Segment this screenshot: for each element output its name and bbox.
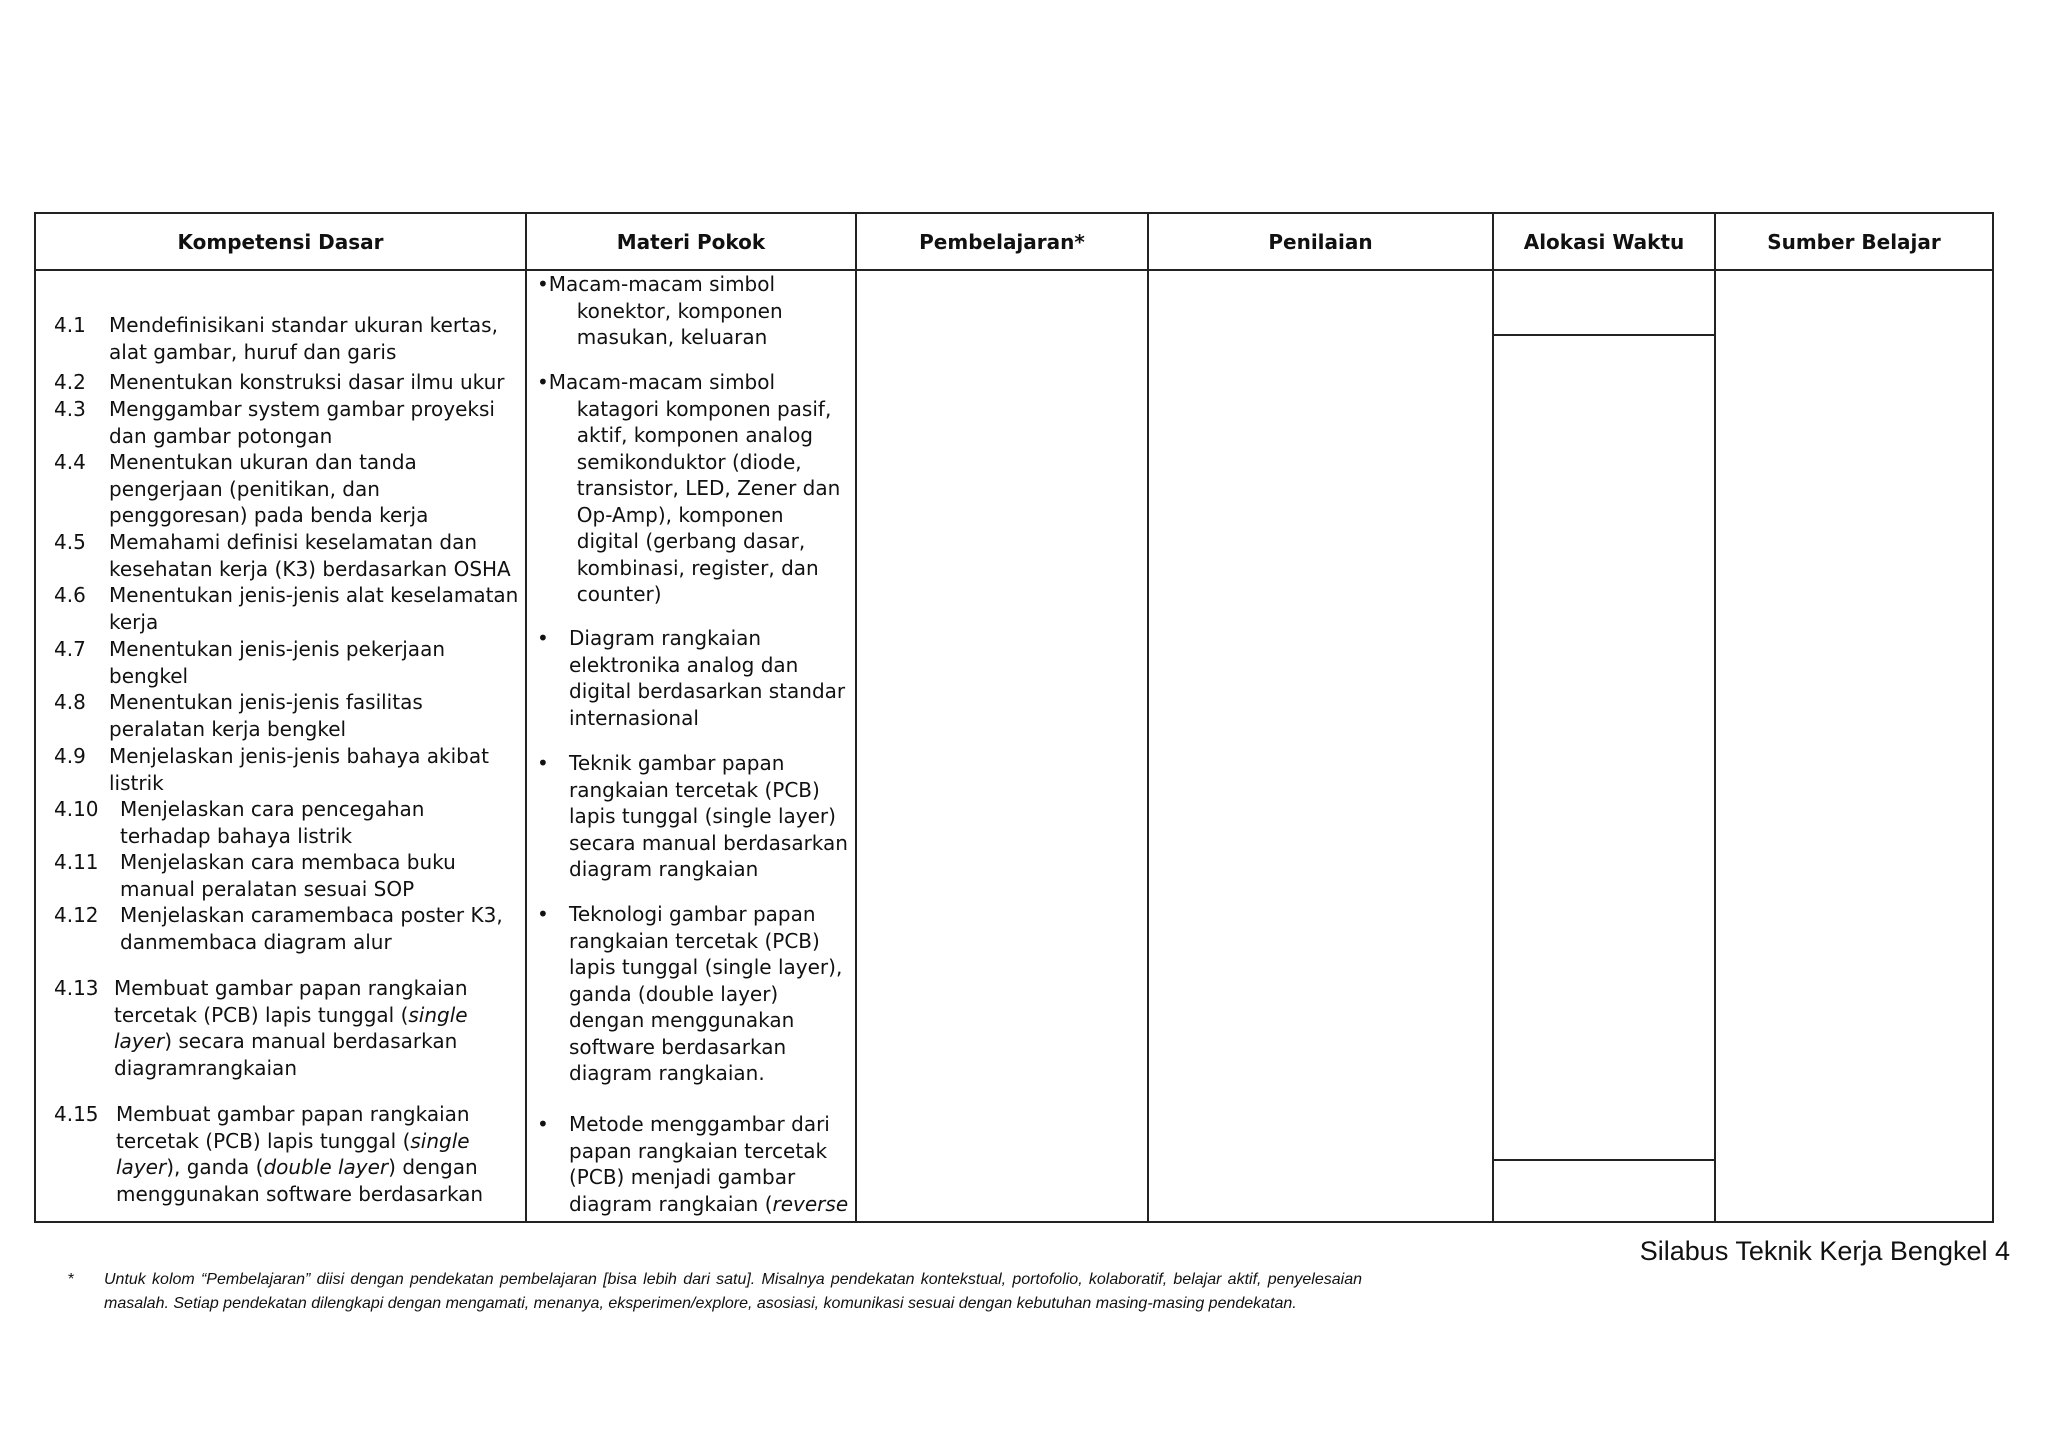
bullet-icon: •	[537, 626, 549, 650]
cell-alokasi-waktu	[1493, 270, 1715, 1222]
cell-pembelajaran	[856, 270, 1148, 1222]
materi-text-italic: reverse	[772, 1191, 849, 1216]
kd-text-part: Membuat gambar papan rangkaian tercetak (PCB) lapis tunggal (	[116, 1102, 470, 1153]
kd-item	[54, 396, 519, 449]
kd-text-part: Membuat gambar papan rangkaian tercetak (PCB) lapis tunggal (	[114, 976, 468, 1027]
header-sumber-belajar: Sumber Belajar	[1715, 213, 1993, 270]
kd-item	[54, 975, 519, 1081]
materi-text: Diagram rangkaian elektronika analog dan digital berdasarkan standar internasional	[569, 626, 846, 730]
kd-number: 4.7	[54, 637, 86, 661]
kd-item	[54, 796, 519, 849]
kd-number: 4.13	[54, 976, 99, 1000]
kd-number: 4.12	[54, 903, 99, 927]
kd-number: 4.4	[54, 450, 86, 474]
materi-text: Teknologi gambar papan rangkaian tercetak (PCB) lapis tunggal (single layer), ganda (double layer) dengan menggunakan software berdasarkan diagram rangkaian.	[569, 902, 843, 1085]
kd-number: 4.15	[54, 1102, 99, 1126]
materi-item	[537, 1111, 851, 1217]
kd-text-italic: double layer	[263, 1155, 389, 1179]
kd-item	[54, 449, 519, 529]
table-header-row	[35, 213, 1993, 270]
materi-text: Teknik gambar papan rangkaian tercetak (PCB) lapis tunggal (single layer) secara manual berdasarkan diagram rangkaian	[569, 751, 848, 881]
kd-text-part: ) secara manual berdasarkan diagramrangkaian	[114, 1029, 458, 1080]
kd-number: 4.9	[54, 744, 86, 768]
header-kompetensi-dasar: Kompetensi Dasar	[35, 213, 526, 270]
alokasi-divider	[1494, 334, 1714, 336]
kd-item	[54, 743, 519, 796]
kd-text-italic: single layer	[116, 1128, 470, 1179]
kd-item	[54, 582, 519, 635]
kd-text-italic: single layer	[114, 1002, 468, 1053]
kd-text: Menentukan konstruksi dasar ilmu ukur	[109, 370, 505, 394]
materi-text-content: Macam-macam simbol katagori komponen pasif, aktif, komponen analog semikonduktor (diode, transistor, LED, Zener dan Op-Amp), komponen digital (gerbang dasar, kombinasi, register, dan counter)	[548, 370, 841, 606]
kd-number: 4.2	[54, 370, 86, 394]
kd-number: 4.8	[54, 690, 86, 714]
kd-item	[54, 312, 519, 365]
kd-text: Menjelaskan cara pencegahan terhadap bahaya listrik	[120, 797, 425, 848]
kd-text-part: ) dengan menggunakan software berdasarkan	[116, 1155, 484, 1206]
bullet-icon: •	[537, 902, 549, 926]
alokasi-divider	[1494, 1159, 1714, 1161]
kd-number: 4.3	[54, 397, 86, 421]
header-penilaian: Penilaian	[1148, 213, 1493, 270]
cell-kompetensi-dasar	[35, 270, 526, 1222]
header-pembelajaran: Pembelajaran*	[856, 213, 1148, 270]
kd-text: Memahami definisi keselamatan dan kesehatan kerja (K3) berdasarkan OSHA	[109, 530, 511, 581]
materi-item	[537, 625, 851, 731]
kd-number: 4.11	[54, 850, 99, 874]
table-row	[35, 270, 1993, 1222]
kd-item	[54, 849, 519, 902]
materi-item	[537, 369, 851, 608]
kd-item	[54, 636, 519, 689]
bullet-icon: •	[537, 1112, 549, 1136]
kd-text: Menjelaskan jenis-jenis bahaya akibat listrik	[109, 744, 489, 795]
kd-number: 4.1	[54, 313, 86, 337]
materi-item	[537, 901, 851, 1087]
header-materi-pokok: Materi Pokok	[526, 213, 856, 270]
kd-text: Menentukan ukuran dan tanda pengerjaan (penitikan, dan penggoresan) pada benda kerja	[109, 450, 429, 527]
kd-item	[54, 529, 519, 582]
cell-penilaian	[1148, 270, 1493, 1222]
cell-materi-pokok	[526, 270, 856, 1222]
kd-text: Menentukan jenis-jenis alat keselamatan kerja	[109, 583, 519, 634]
materi-text	[549, 271, 851, 351]
kd-item	[54, 902, 519, 955]
kd-number: 4.10	[54, 797, 99, 821]
bullet-icon: •	[537, 751, 549, 775]
kd-item	[54, 1101, 519, 1207]
materi-item	[537, 271, 851, 351]
footnote	[66, 1268, 1362, 1315]
kd-text: Menjelaskan cara membaca buku manual peralatan sesuai SOP	[120, 850, 456, 901]
bullet-icon: •	[537, 272, 549, 296]
kd-number: 4.6	[54, 583, 86, 607]
materi-text-part: Metode menggambar dari papan rangkaian tercetak (PCB) menjadi gambar diagram rangkaian (	[569, 1112, 830, 1216]
kd-text	[116, 1101, 519, 1207]
kd-text: Menjelaskan caramembaca poster K3, danmembaca diagram alur	[120, 903, 503, 954]
page-footer: Silabus Teknik Kerja Bengkel 4	[1639, 1236, 2010, 1266]
syllabus-table	[34, 212, 1994, 1223]
bullet-icon: •	[537, 370, 549, 394]
kd-text: Menentukan jenis-jenis fasilitas peralatan kerja bengkel	[109, 690, 423, 741]
materi-item	[537, 750, 851, 883]
cell-sumber-belajar	[1715, 270, 1993, 1222]
kd-item	[54, 689, 519, 742]
header-alokasi-waktu: Alokasi Waktu	[1493, 213, 1715, 270]
footnote-text: Untuk kolom “Pembelajaran” diisi dengan pendekatan pembelajaran [bisa lebih dari satu]. Misalnya pendekatan kontekstual, portofolio, kolaboratif, belajar aktif, penyelesaian masalah. Setiap pendekatan dilengkapi dengan mengamati, menanya, eksperimen/explore, asosiasi, komunikasi sesuai dengan kebutuhan masing-masing pendekatan.	[104, 1271, 1362, 1312]
footnote-mark: *	[68, 1271, 75, 1288]
materi-text	[569, 1111, 851, 1217]
kd-text: Mendefinisikani standar ukuran kertas, alat gambar, huruf dan garis	[109, 313, 498, 364]
kd-text-part: ), ganda (	[166, 1155, 264, 1179]
kd-text: Menggambar system gambar proyeksi dan gambar potongan	[109, 397, 495, 448]
kd-text	[114, 975, 519, 1081]
kd-text: Menentukan jenis-jenis pekerjaan bengkel	[109, 637, 445, 688]
kd-number: 4.5	[54, 530, 86, 554]
materi-text-content: Macam-macam simbol konektor, komponen masukan, keluaran	[548, 272, 783, 349]
materi-text	[549, 369, 851, 608]
kd-item	[54, 369, 519, 396]
